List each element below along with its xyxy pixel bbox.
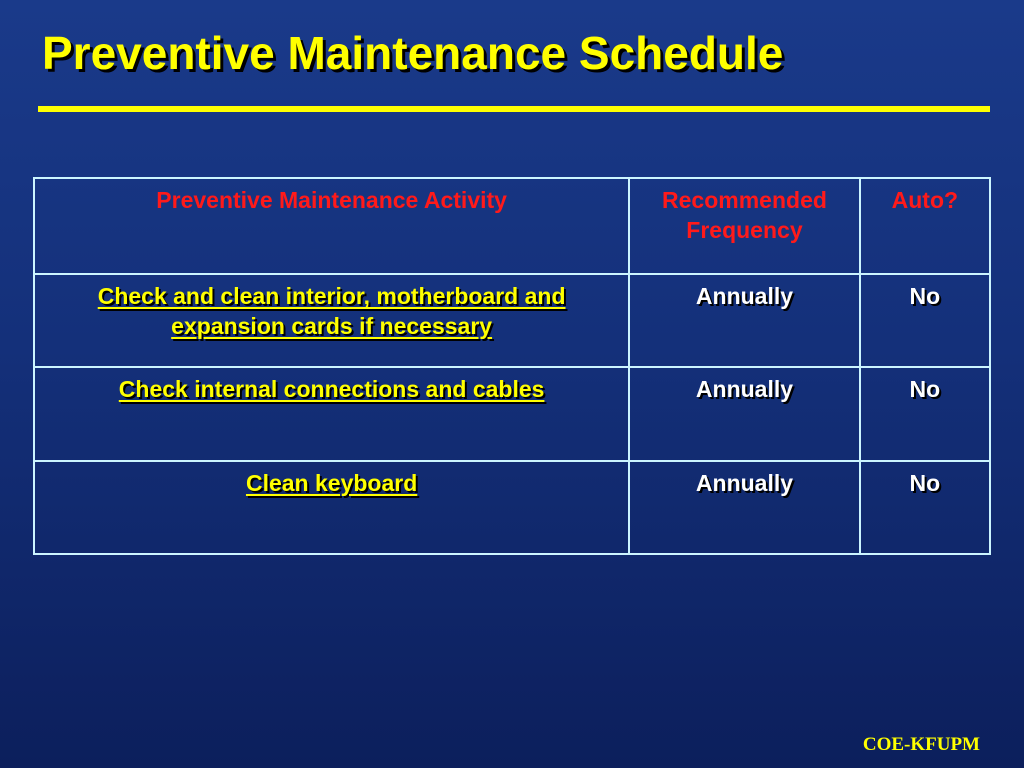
table-row (34, 367, 990, 460)
title-underline-rule (38, 106, 990, 112)
activity-cell (34, 461, 629, 554)
header-frequency: Recommended Frequency (629, 178, 859, 274)
frequency-cell: Annually (629, 461, 859, 554)
table-row (34, 274, 990, 367)
auto-cell: No (860, 274, 990, 367)
activity-link-clean-keyboard[interactable]: Clean keyboard (245, 469, 418, 496)
activity-cell (34, 367, 629, 460)
frequency-cell: Annually (629, 367, 859, 460)
slide-title: Preventive Maintenance Schedule (42, 27, 784, 79)
activity-cell (34, 274, 629, 367)
activity-link-clean-interior[interactable]: Check and clean interior, motherboard and expansion cards if necessary (97, 283, 566, 340)
header-activity: Preventive Maintenance Activity (34, 178, 629, 274)
header-auto: Auto? (860, 178, 990, 274)
activity-link-check-connections[interactable]: Check internal connections and cables (118, 376, 545, 403)
auto-cell: No (860, 461, 990, 554)
table-header-row (34, 178, 990, 274)
maintenance-schedule-table (33, 177, 991, 555)
auto-cell: No (860, 367, 990, 460)
footer-credit: COE-KFUPM (862, 734, 980, 755)
table-row (34, 461, 990, 554)
schedule-table-container (33, 177, 991, 555)
frequency-cell: Annually (629, 274, 859, 367)
